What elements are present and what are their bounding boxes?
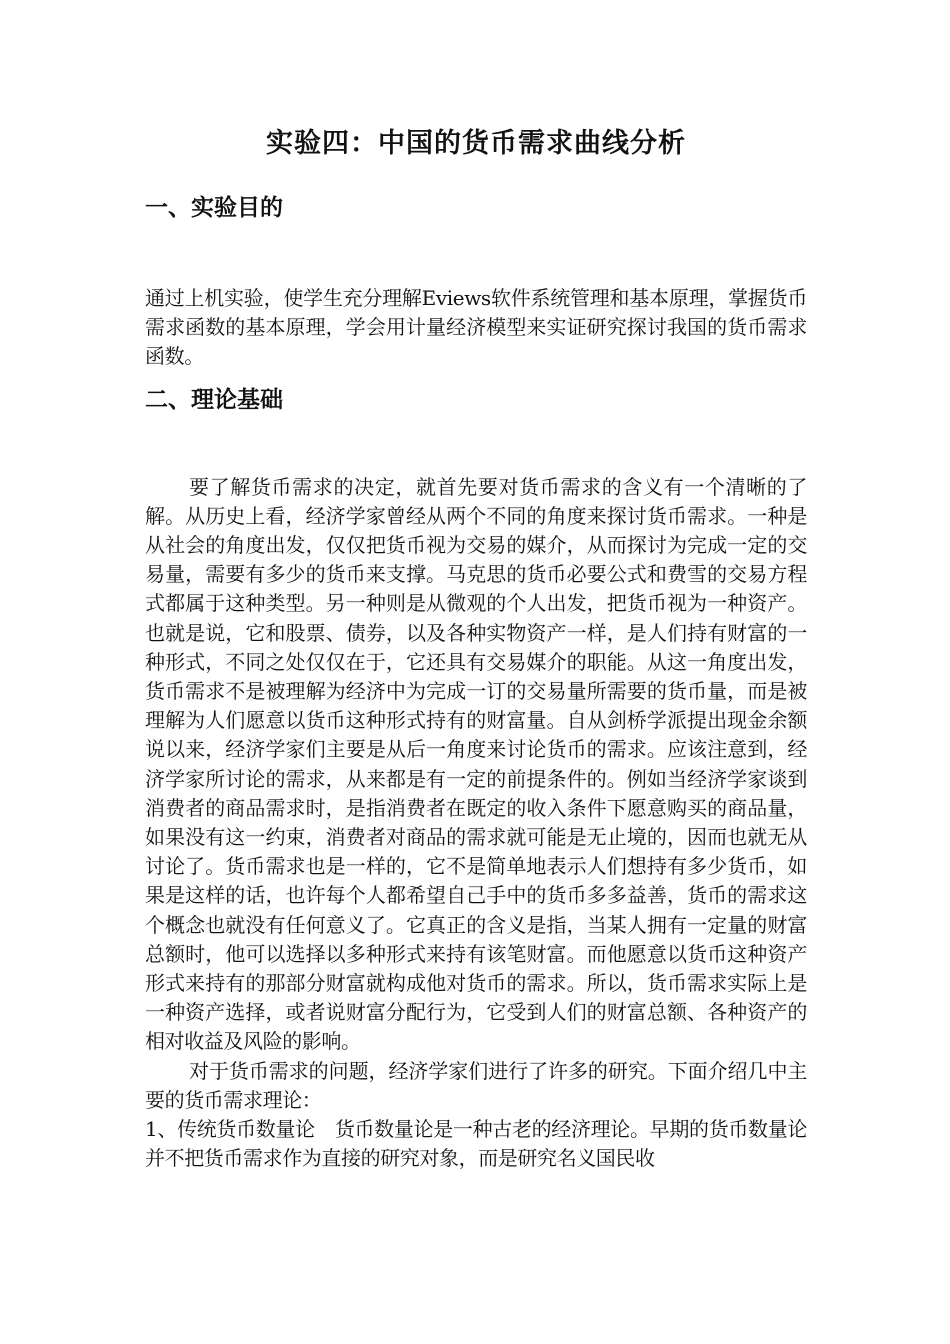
document-title: 实验四：中国的货币需求曲线分析	[266, 128, 686, 159]
theory-item-1	[145, 1115, 807, 1173]
objective-paragraph: 通过上机实验，使学生充分理解Eviews软件系统管理和基本原理，掌握货币需求函数的基本原理，学会用计量经济模型来实证研究探讨我国的货币需求函数。	[145, 286, 807, 369]
section-heading-objective: 一、实验目的	[145, 194, 283, 221]
theory-item-1-text: 货币数量论是一种古老的经济理论。早期的货币数量论并不把货币需求作为直接的研究对象，而是研究名义国民收	[145, 1117, 808, 1171]
theory-paragraph-1: 要了解货币需求的决定，就首先要对货币需求的含义有一个清晰的了解。从历史上看，经济学家曾经从两个不同的角度来探讨货币需求。一种是从社会的角度出发，仅仅把货币视为交易的媒介，从而探讨为完成一定的交易量，需要有多少的货币来支撑。马克思的货币必要公式和费雪的交易方程式都属于这种类型。另一种则是从微观的个人出发，把货币视为一种资产。也就是说，它和股票、债券，以及各种实物资产一样，是人们持有财富的一种形式，不同之处仅仅在于，它还具有交易媒介的职能。从这一角度出发，货币需求不是被理解为经济中为完成一订的交易量所需要的货币量，而是被理解为人们愿意以货币这种形式持有的财富量。自从剑桥学派提出现金余额说以来，经济学家们主要是从后一角度来讨论货币的需求。应该注意到，经济学家所讨论的需求，从来都是有一定的前提条件的。例如当经济学家谈到消费者的商品需求时，是指消费者在既定的收入条件下愿意购买的商品量，如果没有这一约束，消费者对商品的需求就可能是无止境的，因而也就无从讨论了。货币需求也是一样的，它不是简单地表示人们想持有多少货币，如果是这样的话，也许每个人都希望自己手中的货币多多益善，货币的需求这个概念也就没有任何意义了。它真正的含义是指，当某人拥有一定量的财富总额时，他可以选择以多种形式来持有该笔财富。而他愿意以货币这种资产形式来持有的那部分财富就构成他对货币的需求。所以，货币需求实际上是一种资产选择，或者说财富分配行为，它受到人们的财富总额、各种资产的相对收益及风险的影响。	[145, 474, 807, 1054]
theory-paragraph-2: 对于货币需求的问题，经济学家们进行了许多的研究。下面介绍几中主要的货币需求理论：	[145, 1058, 807, 1112]
theory-item-1-label: 1、传统货币数量论	[145, 1117, 315, 1142]
document-page	[145, 118, 807, 1173]
section-heading-theory: 二、理论基础	[145, 385, 283, 413]
